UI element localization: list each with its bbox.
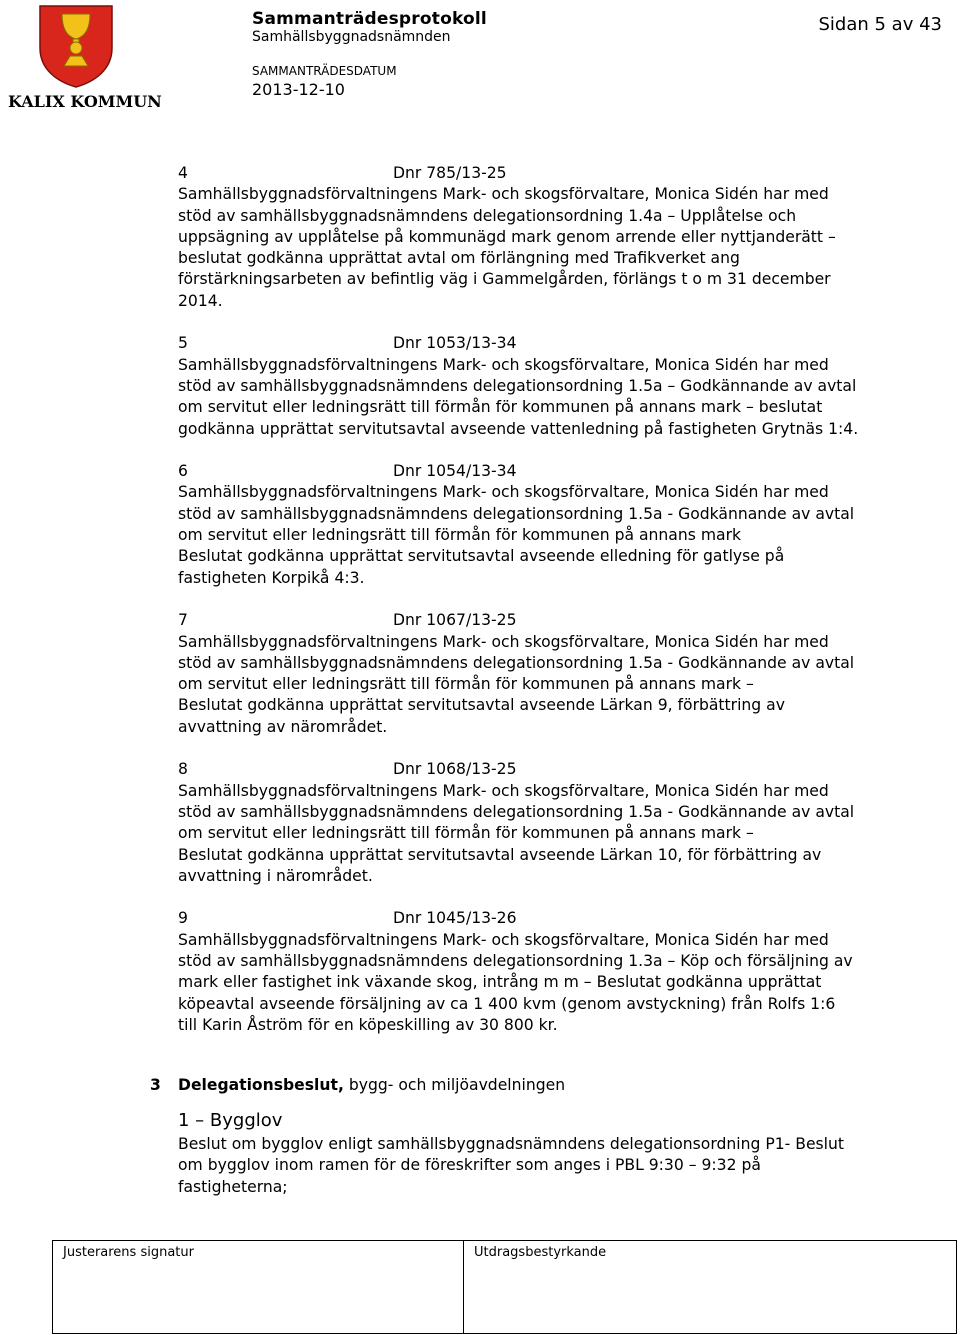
meeting-date: 2013-12-10 xyxy=(252,80,345,99)
item-number: 4 xyxy=(178,164,188,182)
item-5 xyxy=(178,333,948,439)
item-6 xyxy=(178,461,948,589)
item-text: Samhällsbyggnadsförvaltningens Mark- och skogsförvaltare, Monica Sidén har med stöd av samhällsbyggnadsnämndens delegationsordning 1.3a – Köp och försäljning av mark eller fastighet ink växande skog, intrång m m – Beslutat godkänna upprättat köpeavtal avseende försäljning av ca 1 400 kvm (genom avstyckning) från Rolfs 1:6 till Karin Åström för en köpeskilling av 30 800 kr. xyxy=(178,930,853,1034)
item-text: Samhällsbyggnadsförvaltningens Mark- och skogsförvaltare, Monica Sidén har med stöd av samhällsbyggnadsnämndens delegationsordning 1.5a - Godkännande av avtal om servitut eller ledningsrätt till förmån för kommunen på annans mark – Beslutat godkänna upprättat servitutsavtal avseende Lärkan 10, för förbättring av avvattning i närområdet. xyxy=(178,781,855,885)
item-dnr: Dnr 1067/13-25 xyxy=(393,611,517,630)
item-head xyxy=(178,163,948,184)
meeting-date-label: SAMMANTRÄDESDATUM xyxy=(252,64,397,78)
item-text: Samhällsbyggnadsförvaltningens Mark- och skogsförvaltare, Monica Sidén har med stöd av samhällsbyggnadsnämndens delegationsordning 1.5a – Godkännande av avtal om servitut eller ledningsrätt till förmån för kommunen på annans mark – beslutat godkänna upprättat servitutsavtal avseende vattenledning på fastigheten Grytnäs 1:4. xyxy=(178,355,859,438)
subsection-bygglov xyxy=(178,1108,948,1198)
signature-footer xyxy=(52,1240,957,1334)
signature-box xyxy=(53,1241,464,1333)
item-number: 5 xyxy=(178,334,188,353)
item-number: 6 xyxy=(178,462,188,481)
signature-label: Justerarens signatur xyxy=(63,1245,194,1260)
committee-name: Samhällsbyggnadsnämnden xyxy=(252,29,451,45)
item-text: Samhällsbyggnadsförvaltningens Mark- och skogsförvaltare, Monica Sidén har med stöd av samhällsbyggnadsnämndens delegationsordning 1.4a – Upplåtelse och uppsägning av upplåtelse på kommunägd mark genom arrende eller nyttjanderätt – beslutat godkänna upprättat avtal om förlängning med Trafikverket ang förstärkningsarbeten av befintlig väg i Gammelgården, förlängs t o m 31 december 2014. xyxy=(178,185,836,310)
section-title-bold: Delegationsbeslut, xyxy=(178,1076,344,1094)
item-dnr: Dnr 1045/13-26 xyxy=(393,909,517,928)
item-head xyxy=(178,759,948,780)
coat-of-arms-icon xyxy=(36,4,116,88)
item-dnr: Dnr 1053/13-34 xyxy=(393,334,517,353)
item-7 xyxy=(178,610,948,738)
document-title: Sammanträdesprotokoll xyxy=(252,9,487,29)
subsection-heading: 1 – Bygglov xyxy=(178,1110,283,1131)
item-4 xyxy=(178,163,948,312)
item-dnr: Dnr 785/13-25 xyxy=(393,164,507,182)
kalix-kommun-logo xyxy=(8,4,162,111)
delegation-items xyxy=(178,163,948,1057)
certification-box xyxy=(464,1241,956,1333)
item-head xyxy=(178,908,948,929)
certification-label: Utdragsbestyrkande xyxy=(474,1245,607,1260)
item-8 xyxy=(178,759,948,887)
item-head xyxy=(178,610,948,631)
item-head xyxy=(178,461,948,482)
section-title-rest: bygg- och miljöavdelningen xyxy=(343,1076,566,1094)
item-text: Samhällsbyggnadsförvaltningens Mark- och skogsförvaltare, Monica Sidén har med stöd av samhällsbyggnadsnämndens delegationsordning 1.5a - Godkännande av avtal om servitut eller ledningsrätt till förmån för kommunen på annans mark Beslutat godkänna upprättat servitutsavtal avseende elledning för gatlyse på fastigheten Korpikå 4:3. xyxy=(178,483,855,587)
item-number: 7 xyxy=(178,611,188,630)
item-dnr: Dnr 1054/13-34 xyxy=(393,462,517,481)
item-9 xyxy=(178,908,948,1036)
section-number: 3 xyxy=(150,1076,161,1094)
page-number: Sidan 5 av 43 xyxy=(818,14,942,35)
item-number: 9 xyxy=(178,909,188,928)
logo-text: KALIX KOMMUN xyxy=(8,92,162,111)
section-heading xyxy=(150,1075,950,1096)
item-number: 8 xyxy=(178,760,188,779)
item-text: Samhällsbyggnadsförvaltningens Mark- och skogsförvaltare, Monica Sidén har med stöd av samhällsbyggnadsnämndens delegationsordning 1.5a - Godkännande av avtal om servitut eller ledningsrätt till förmån för kommunen på annans mark – Beslutat godkänna upprättat servitutsavtal avseende Lärkan 9, förbättring av avvattning av närområdet. xyxy=(178,632,855,736)
subsection-text: Beslut om bygglov enligt samhällsbyggnadsnämndens delegationsordning P1- Beslut om bygglov inom ramen för de föreskrifter som anges i PBL 9:30 – 9:32 på fastigheterna; xyxy=(178,1135,844,1196)
item-head xyxy=(178,333,948,354)
item-dnr: Dnr 1068/13-25 xyxy=(393,760,517,779)
